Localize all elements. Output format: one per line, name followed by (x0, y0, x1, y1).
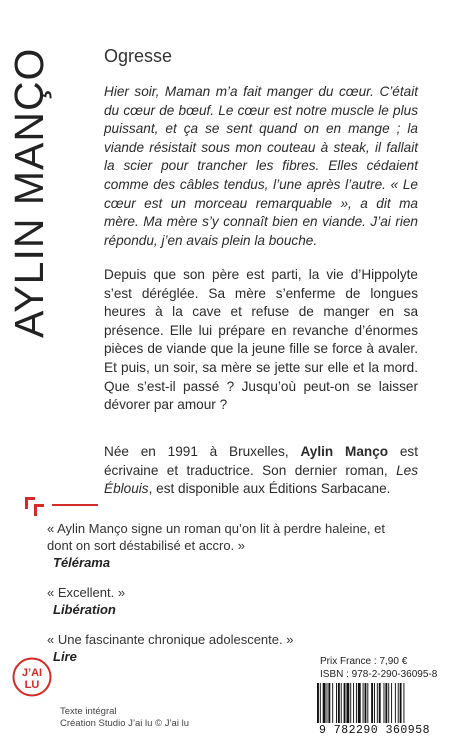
quote-text: « Une fascinante chronique adolescente. » (47, 632, 294, 647)
bio-part-2: est écrivaine et traductrice. Son dernier roman, (104, 444, 418, 478)
logo-bottom-text: LU (24, 679, 40, 691)
accent-divider (52, 504, 98, 506)
bio-author-name: Aylin Manço (300, 444, 389, 459)
quote-source: Lire (53, 649, 77, 664)
quote-item (47, 520, 387, 571)
book-excerpt: Hier soir, Maman m’a fait manger du cœur. C’était du cœur de bœuf. Le cœur est notre muscle le plus puissant, et ça se sent quand on en mange ; la viande résistait sous mon couteau à steak, il fallait la scier pour trancher les fibres. Elles cédaient comme des câbles tendus, l’une après l’autre. « Le cœur est un morceau remarquable », a dit ma mère. Ma mère s’y connaît bien en viande. J’ai rien répondu, j’en avais plein la bouche. (104, 84, 418, 248)
quote-source: Télérama (53, 555, 111, 570)
quote-text: « Excellent. » (47, 585, 126, 600)
author-bio (104, 443, 418, 499)
credit-line-2: Création Studio J’ai lu © J’ai lu (60, 717, 189, 729)
book-synopsis: Depuis que son père est parti, la vie d’Hippolyte s’est déréglée. Sa mère s’enferme de longues heures à la cave et refuse de manger en sa présence. Elle lui prépare en revanche d’énormes pièces de viande que la jeune fille se force à avaler. Et puis, un soir, sa mère se jette sur elle et la mord. Que s’est-il passé ? Jusqu’où peut-on se laisser dévorer par amour ? (104, 267, 418, 413)
barcode-digits: 9 782290 360958 (318, 724, 431, 737)
price-label: Prix France : 7,90 € (320, 656, 408, 667)
barcode-image (317, 683, 432, 723)
bio-part-3: , est disponible aux Éditions Sarbacane. (148, 481, 391, 497)
book-title: Ogresse (104, 46, 173, 66)
bio-part-1: Née en 1991 à Bruxelles, (104, 444, 301, 459)
quote-source: Libération (53, 602, 116, 617)
press-quotes-icon (25, 497, 47, 519)
author-name-vertical: AYLIN MANÇO (6, 47, 52, 338)
isbn-label: ISBN : 978-2-290-36095-8 (320, 669, 438, 680)
logo-top-text: J’AI (21, 667, 43, 679)
jai-lu-logo (12, 657, 52, 697)
quote-item (47, 584, 387, 618)
quote-text: « Aylin Manço signe un roman qu’on lit à perdre haleine, et dont on sort déstabilisé et accro. » (47, 521, 385, 553)
press-quotes (47, 520, 387, 678)
credit-line-1: Texte intégral (60, 706, 117, 717)
bio-book-title: Les Éblouis (104, 462, 418, 497)
publisher-credits (60, 706, 189, 729)
